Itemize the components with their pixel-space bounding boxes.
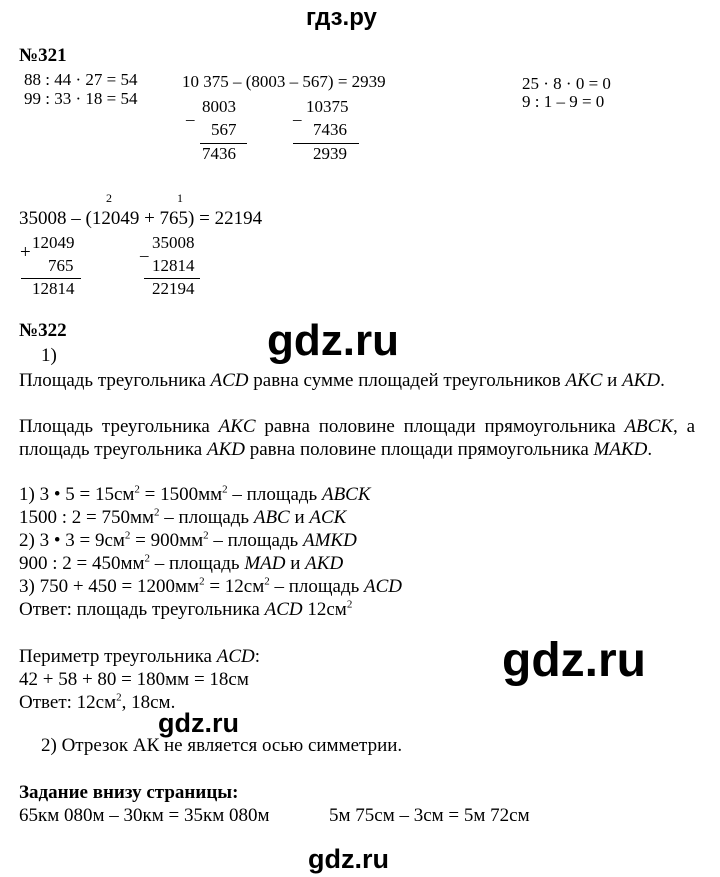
add1-bottom: 765 [48, 256, 74, 275]
sub2-bottom: 7436 [313, 120, 347, 139]
expr-35008: 35008 – (12049 + 765) = 22194 [19, 208, 263, 229]
sub1-top: 8003 [202, 97, 236, 116]
add1-result: 12814 [32, 279, 75, 298]
calc-line-5: 3) $750 + 450 = 1200мм^2 = 12см^2$ – площадь ACD [19, 575, 403, 597]
watermark-1: gdz.ru [267, 316, 399, 365]
calc-line-4: 900 : $2 = 450мм^2$ – площадь MAD и AKD [19, 552, 344, 574]
paragraph-2: Площадь треугольника AKC равна половине площади прямоугольника ABCK, а площадь треугольника AKD равна половине площади прямоугольника MAKD. [19, 416, 696, 460]
part2-text: 2) Отрезок АК не является осью симметрии. [41, 735, 403, 756]
sub1-result: 7436 [202, 144, 236, 163]
eq-99-33: 99 : 33 · 18 = 54 [24, 89, 138, 108]
sub2-result: 2939 [313, 144, 347, 163]
part1-label: 1) [41, 345, 57, 366]
eq-9-1-9: 9 : 1 – 9 = 0 [522, 92, 605, 111]
eq-88-44: 88 : 44 · 27 = 54 [24, 70, 138, 89]
sub3-top: 35008 [152, 233, 195, 252]
answer-area: Ответ: площадь треугольника ACD $12см^2$ [19, 598, 353, 620]
add1-top: 12049 [32, 233, 75, 252]
order-mark-1: 1 [177, 191, 183, 205]
watermark-4: gdz.ru [308, 844, 389, 874]
calc-line-2: 1500 : $2 = 750мм^2$ – площадь ABC и ACK [19, 506, 347, 528]
calc-line-1: 1) 3 • $5 = 15см^2 = 1500мм^2$ – площадь ABCK [19, 483, 371, 505]
bottom-eq-left: 65км 080м – 30км = 35км 080м [19, 805, 270, 826]
perimeter-calc: 42 + 58 + 80 = 180мм = 18см [19, 669, 249, 690]
final-answer: Ответ: $12см^2$, 18см. [19, 691, 176, 713]
add1-sign: + [20, 242, 31, 263]
expr-10375: 10 375 – (8003 – 567) = 2939 [182, 72, 386, 91]
bottom-task-title: Задание внизу страницы: [19, 782, 239, 803]
task-322-title: №322 [19, 320, 67, 341]
paragraph-1: Площадь треугольника ACD равна сумме площадей треугольников AKC и AKD. [19, 370, 665, 391]
watermark-3: gdz.ru [158, 708, 239, 738]
sub1-bottom: 567 [211, 120, 237, 139]
site-header: гдз.ру [306, 4, 377, 31]
sub3-sign: _ [140, 240, 149, 259]
eq-25-8-0: 25 · 8 · 0 = 0 [522, 74, 611, 93]
bottom-eq-right: 5м 75см – 3см = 5м 72см [329, 805, 530, 826]
sub3-result: 22194 [152, 279, 195, 298]
sub2-top: 10375 [306, 97, 349, 116]
sub2-sign: _ [293, 104, 302, 123]
calc-line-3: 2) 3 • $3 = 9см^2 = 900мм^2$ – площадь AMKD [19, 529, 357, 551]
sub1-sign: _ [186, 104, 195, 123]
perimeter-title: Периметр треугольника ACD: [19, 646, 261, 667]
sub3-bottom: 12814 [152, 256, 195, 275]
watermark-2: gdz.ru [502, 634, 646, 687]
task-321-title: №321 [19, 45, 67, 66]
order-mark-2: 2 [106, 191, 112, 205]
